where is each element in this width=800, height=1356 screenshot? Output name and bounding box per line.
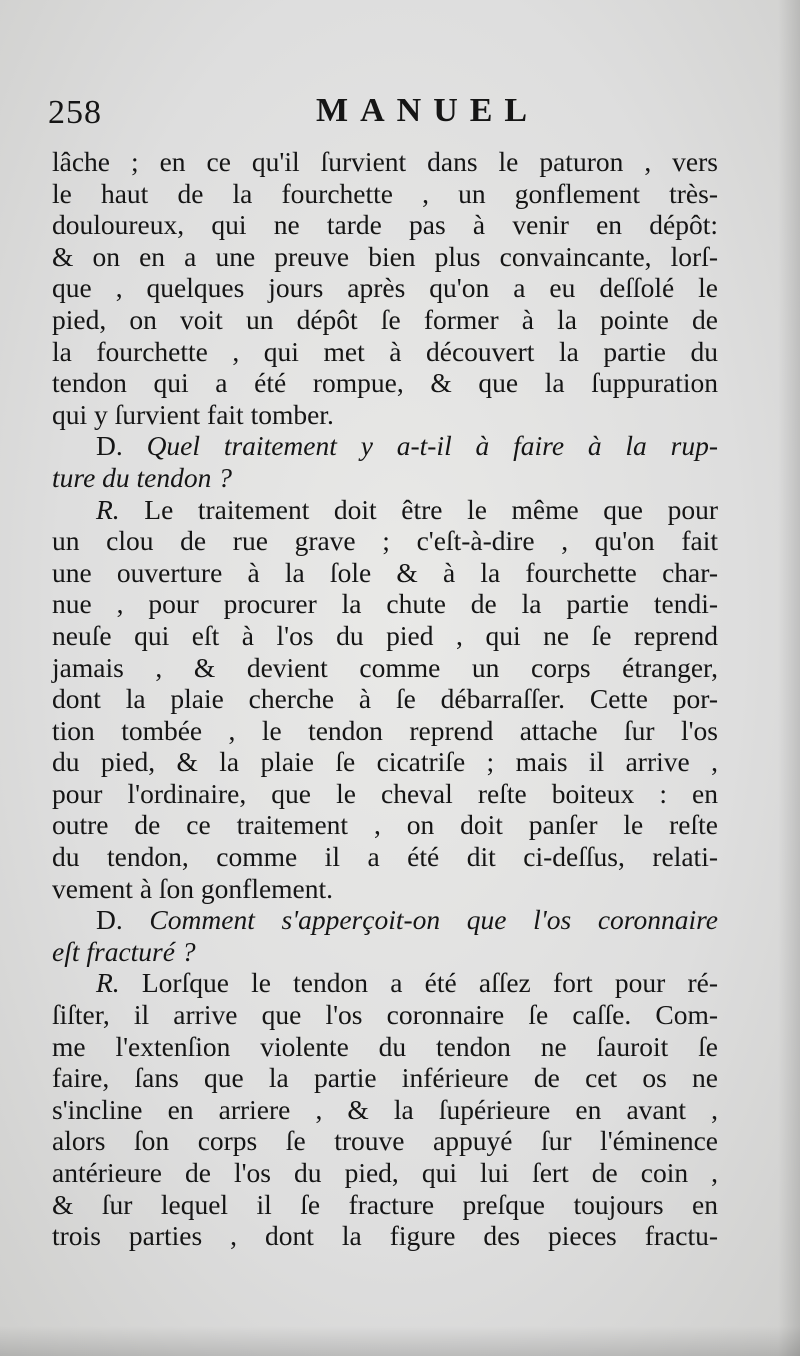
text-line-content: outre de ce traitement , on doit panſer le reſte <box>52 809 718 841</box>
text-line <box>52 652 718 684</box>
text-line <box>52 1031 718 1063</box>
text-line-content: que , quelques jours après qu'on a eu deſſolé le <box>52 272 718 304</box>
text-line-content: me l'extenſion violente du tendon ne ſauroit ſe <box>52 1030 718 1062</box>
text-line <box>52 1062 718 1094</box>
text-line <box>52 967 718 999</box>
text-line <box>52 178 718 210</box>
page-number: 258 <box>48 94 102 131</box>
text-line <box>52 588 718 620</box>
text-line <box>52 146 718 178</box>
text-line <box>52 936 718 968</box>
text-line-content: & on en a une preuve bien plus convaincante, lorſ- <box>52 240 718 272</box>
text-line <box>52 683 718 715</box>
text-line <box>52 430 718 462</box>
text-line-content: tion tombée , le tendon reprend attache ſur l'os <box>52 714 718 746</box>
text-line <box>52 1157 718 1189</box>
text-line <box>52 841 718 873</box>
text-line-content: un clou de rue grave ; c'eſt-à-dire , qu'on fait <box>52 525 718 557</box>
dialogue-marker: R. <box>96 967 142 999</box>
text-line-content: une ouverture à la ſole & à la fourchette char- <box>52 556 718 588</box>
text-line-content: ture du tendon ? <box>52 461 232 493</box>
text-line <box>52 746 718 778</box>
text-line-content: alors ſon corps ſe trouve appuyé ſur l'éminence <box>52 1125 718 1157</box>
text-line-content: Comment s'apperçoit-on que l'os coronnaire <box>149 904 718 936</box>
text-line <box>52 209 718 241</box>
text-line <box>52 778 718 810</box>
dialogue-marker: D. <box>96 430 147 462</box>
text-line-content: trois parties , dont la figure des pieces fractu- <box>52 1220 718 1252</box>
text-line <box>52 272 718 304</box>
text-line-content: du tendon, comme il a été dit ci-deſſus, relati- <box>52 841 718 873</box>
running-head <box>48 94 728 142</box>
text-line <box>52 462 718 494</box>
text-line <box>52 715 718 747</box>
text-line <box>52 304 718 336</box>
text-line-content: le haut de la fourchette , un gonflement très- <box>52 177 718 209</box>
text-line-content: pour l'ordinaire, que le cheval reſte boiteux : en <box>52 777 718 809</box>
page-edge-shadow-bottom <box>0 1326 800 1356</box>
text-line-content: jamais , & devient comme un corps étranger, <box>52 651 718 683</box>
text-line-content: antérieure de l'os du pied, qui lui ſert de coin , <box>52 1157 718 1188</box>
text-line-content: du pied, & la plaie ſe cicatriſe ; mais il arrive , <box>52 746 718 778</box>
text-line-content: douloureux, qui ne tarde pas à venir en dépôt: <box>52 209 718 241</box>
text-line <box>52 525 718 557</box>
text-line <box>52 1125 718 1157</box>
text-line <box>52 336 718 368</box>
text-line-content: faire, ſans que la partie inférieure de cet os ne <box>52 1062 718 1094</box>
text-line <box>52 1189 718 1221</box>
text-line <box>52 241 718 273</box>
running-title: MANUEL <box>316 92 540 129</box>
text-line <box>52 873 718 905</box>
text-line <box>52 904 718 936</box>
text-line-content: Lorſque le tendon a été aſſez fort pour ré- <box>141 967 718 999</box>
dialogue-marker: D. <box>96 904 150 936</box>
dialogue-marker: R. <box>96 493 145 525</box>
text-line-content: qui y ſurvient fait tomber. <box>52 398 334 430</box>
text-line-content: lâche ; en ce qu'il ſurvient dans le paturon , vers <box>52 146 718 177</box>
text-line-content: Quel traitement y a-t-il à faire à la rup- <box>146 430 718 462</box>
text-line <box>52 809 718 841</box>
text-line <box>52 494 718 526</box>
text-line-content: vement à ſon gonflement. <box>52 872 334 904</box>
text-line <box>52 399 718 431</box>
text-line-content: nue , pour procurer la chute de la partie tendi- <box>52 588 718 620</box>
page-edge-shadow-right <box>778 0 800 1356</box>
text-line-content: Le traitement doit être le même que pour <box>144 493 718 525</box>
text-line <box>52 620 718 652</box>
text-line-content: tendon qui a été rompue, & que la ſuppuration <box>52 367 718 399</box>
text-line <box>52 557 718 589</box>
text-line-content: s'incline en arriere , & la ſupérieure en avant , <box>52 1093 718 1125</box>
text-line <box>52 367 718 399</box>
text-line <box>52 1094 718 1126</box>
text-line-content: eſt fracturé ? <box>52 935 196 967</box>
text-line-content: & ſur lequel il ſe fracture preſque toujours en <box>52 1188 718 1220</box>
text-line <box>52 999 718 1031</box>
text-line-content: neuſe qui eſt à l'os du pied , qui ne ſe reprend <box>52 619 718 651</box>
text-line <box>52 1220 718 1252</box>
text-line-content: la fourchette , qui met à découvert la partie du <box>52 335 718 367</box>
text-line-content: dont la plaie cherche à ſe débarraſſer. Cette por- <box>52 683 718 715</box>
text-line-content: ſiſter, il arrive que l'os coronnaire ſe caſſe. Com- <box>52 999 718 1031</box>
text-line-content: pied, on voit un dépôt ſe former à la pointe de <box>52 303 718 335</box>
body-text <box>52 146 718 1252</box>
